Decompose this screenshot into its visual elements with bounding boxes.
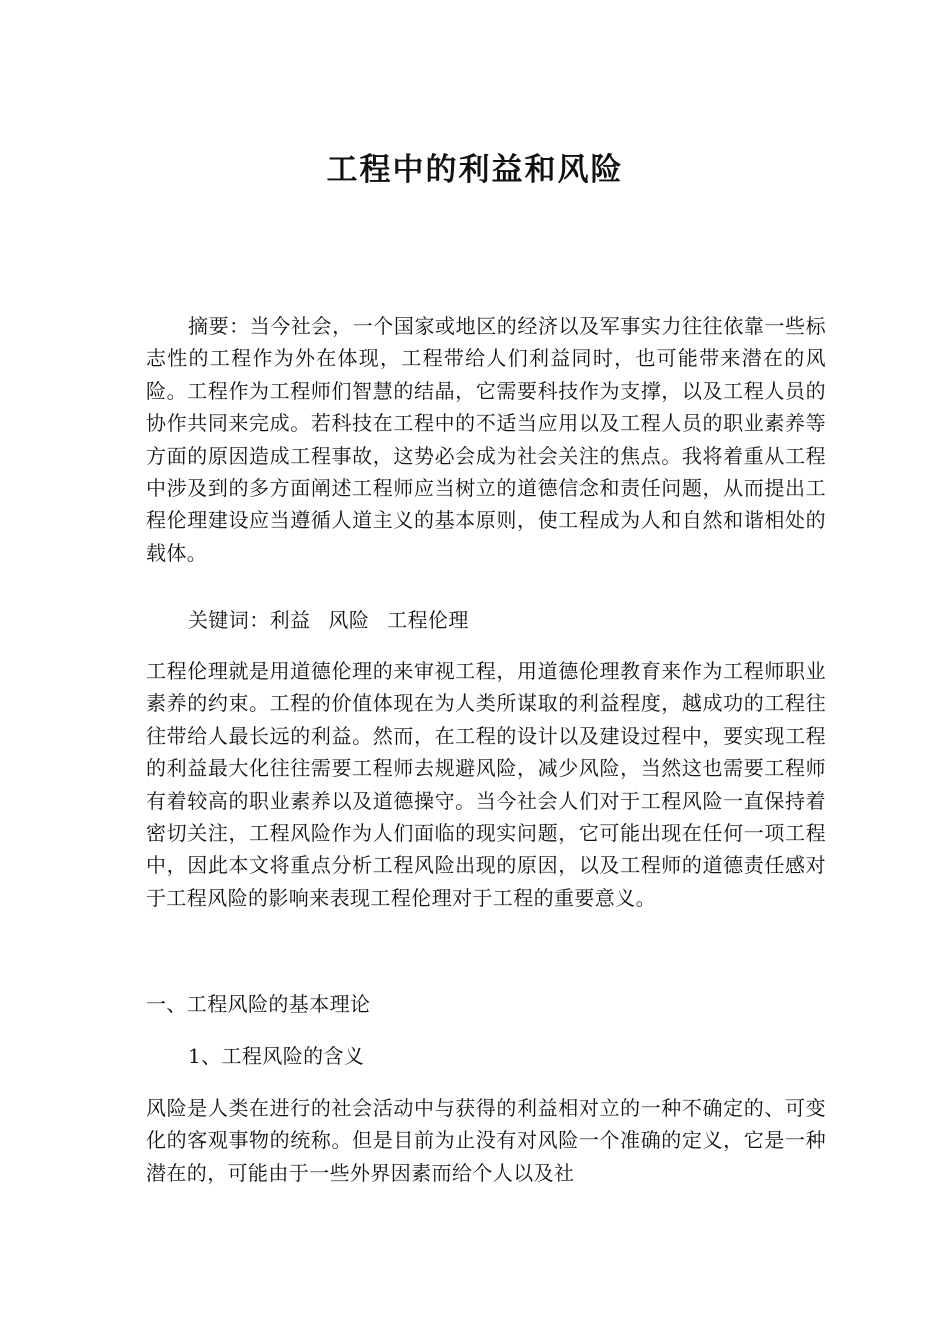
intro-paragraph: 工程伦理就是用道德伦理的来审视工程，用道德伦理教育来作为工程师职业素养的约束。工程的价值体现在为人类所谋取的利益程度，越成功的工程往往带给人最长远的利益。然而，在工程的设计以及建设过程中，要实现工程的利益最大化往往需要工程师去规避风险，减少风险，当然这也需要工程师有着较高的职业素养以及道德操守。当今社会人们对于工程风险一直保持着密切关注，工程风险作为人们面临的现实问题，它可能出现在任何一项工程中，因此本文将重点分析工程风险出现的原因，以及工程师的道德责任感对于工程风险的影响来表现工程伦理对于工程的重要意义。	[146, 659, 826, 910]
keyword-item: 利益	[269, 608, 311, 632]
document-title: 工程中的利益和风险	[326, 152, 624, 188]
keyword-item: 工程伦理	[387, 608, 469, 632]
body-paragraph: 风险是人类在进行的社会活动中与获得的利益相对立的一种不确定的、可变化的客观事物的统称。但是目前为止没有对风险一个准确的定义，它是一种潜在的，可能由于一些外界因素而给个人以及社	[146, 1096, 826, 1185]
subsection-heading: 1、工程风险的含义	[188, 1044, 365, 1068]
keywords-line	[146, 604, 826, 636]
keywords-label: 关键词：	[188, 608, 270, 632]
keyword-item: 风险	[328, 608, 370, 632]
section-heading: 一、工程风险的基本理论	[146, 992, 371, 1016]
abstract-paragraph: 摘要：当今社会，一个国家或地区的经济以及军事实力往往依靠一些标志性的工程作为外在体现，工程带给人们利益同时，也可能带来潜在的风险。工程作为工程师们智慧的结晶，它需要科技作为支撑，以及工程人员的协作共同来完成。若科技在工程中的不适当应用以及工程人员的职业素养等方面的原因造成工程事故，这势必会成为社会关注的焦点。我将着重从工程中涉及到的多方面阐述工程师应当树立的道德信念和责任问题，从而提出工程伦理建设应当遵循人道主义的基本原则，使工程成为人和自然和谐相处的载体。	[146, 314, 826, 565]
